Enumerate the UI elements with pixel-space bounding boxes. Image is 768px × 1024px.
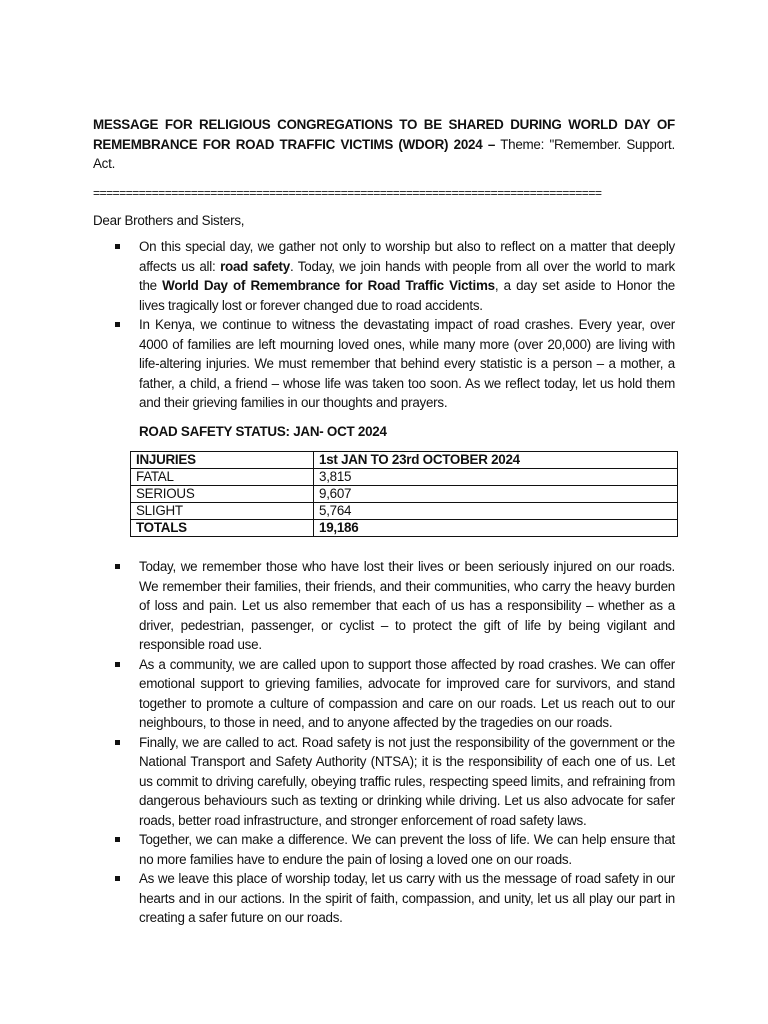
bold-text: road safety — [220, 258, 290, 274]
bullet-list-intro — [93, 237, 675, 413]
table-header-cell: 1st JAN TO 23rd OCTOBER 2024 — [314, 452, 678, 469]
separator-line: ============================================================================== — [93, 185, 602, 200]
title-bold-text: MESSAGE FOR RELIGIOUS CONGREGATIONS TO BE SHARED DURING WORLD DAY OF REMEMBRANCE FOR ROAD TRAFFIC VICTIMS (WDOR) 2024 – — [93, 117, 675, 152]
paragraph-text: On this special day, we gather not only to worship but also to reflect on a matter that deeply affects us all: — [139, 239, 675, 274]
title-theme-text: Theme: "Remember. Support. Act. — [93, 136, 675, 171]
bold-text: World Day of Remembrance for Road Traffic Victims — [162, 278, 495, 293]
list-item — [93, 655, 675, 733]
table-total-row — [131, 520, 678, 537]
document-title — [93, 115, 675, 174]
table-row — [131, 469, 678, 486]
square-bullet-icon — [115, 244, 120, 249]
table-row — [131, 486, 678, 503]
paragraph-text: Finally, we are called to act. Road safety is not just the responsibility of the government or the National Transport and Safety Authority (NTSA); it is the responsibility of each one of us. Let us commit to driving carefully, obeying traffic rules, respecting speed limits, and refraining from dangerous behaviours such as texting or drinking while driving. Let us also advocate for safer roads, better road infrastructure, and stronger enforcement of road safety laws. — [139, 734, 675, 828]
square-bullet-icon — [115, 564, 120, 569]
table-total-cell: TOTALS — [131, 520, 314, 537]
table-cell: FATAL — [131, 469, 314, 486]
road-safety-status-table — [130, 451, 678, 537]
paragraph-text: , a day set aside to Honor the lives tragically lost or forever changed due to road accidents. — [139, 278, 676, 313]
paragraph-text: As we leave this place of worship today, let us carry with us the message of road safety in our hearts and in our actions. In the spirit of faith, compassion, and unity, let us all play our part in creating a safer future on our roads. — [139, 871, 675, 925]
list-item — [93, 733, 675, 831]
bullet-list-message — [93, 557, 675, 928]
paragraph-text: Together, we can make a difference. We can prevent the loss of life. We can help ensure that no more families have to endure the pain of losing a loved one on our roads. — [139, 832, 675, 867]
list-item — [93, 315, 675, 413]
square-bullet-icon — [115, 662, 120, 667]
paragraph-text: . Today, we join hands with people from all over the world to mark the — [139, 258, 675, 293]
table-row — [131, 503, 678, 520]
status-heading: ROAD SAFETY STATUS: JAN- OCT 2024 — [139, 423, 387, 439]
greeting: Dear Brothers and Sisters, — [93, 212, 245, 228]
paragraph-text: As a community, we are called upon to support those affected by road crashes. We can offer emotional support to grieving families, advocate for improved care for survivors, and stand together to promote a culture of compassion and care on our roads. Let us reach out to our neighbours, to those in need, and to anyone affected by the tragedies on our roads. — [139, 656, 675, 730]
square-bullet-icon — [115, 837, 120, 842]
square-bullet-icon — [115, 740, 120, 745]
document-body — [93, 115, 675, 928]
paragraph-text: In Kenya, we continue to witness the devastating impact of road crashes. Every year, over 4000 of families are left mourning loved ones, while many more (over 20,000) are living with life-altering injuries. We must remember that behind every statistic is a person – a mother, a father, a child, a friend – whose life was taken too soon. As we reflect today, let us hold them and their grieving families in our thoughts and prayers. — [139, 317, 675, 410]
table-header-cell: INJURIES — [131, 452, 314, 469]
table-cell: 9,607 — [314, 486, 678, 503]
table-total-cell: 19,186 — [314, 520, 678, 537]
square-bullet-icon — [115, 322, 120, 327]
square-bullet-icon — [115, 876, 120, 881]
table-header-row — [131, 452, 678, 469]
table-cell: 3,815 — [314, 469, 678, 486]
list-item — [93, 237, 675, 315]
table-cell: 5,764 — [314, 503, 678, 520]
list-item — [93, 869, 675, 928]
list-item — [93, 557, 675, 655]
table-cell: SLIGHT — [131, 503, 314, 520]
paragraph-text: Today, we remember those who have lost their lives or been seriously injured on our roads. We remember their families, their friends, and their communities, who carry the heavy burden of loss and pain. Let us also remember that each of us has a responsibility – whether as a driver, pedestrian, passenger, or cyclist – to protect the gift of life by being vigilant and responsible road use. — [139, 559, 675, 652]
table-cell: SERIOUS — [131, 486, 314, 503]
list-item — [93, 830, 675, 869]
